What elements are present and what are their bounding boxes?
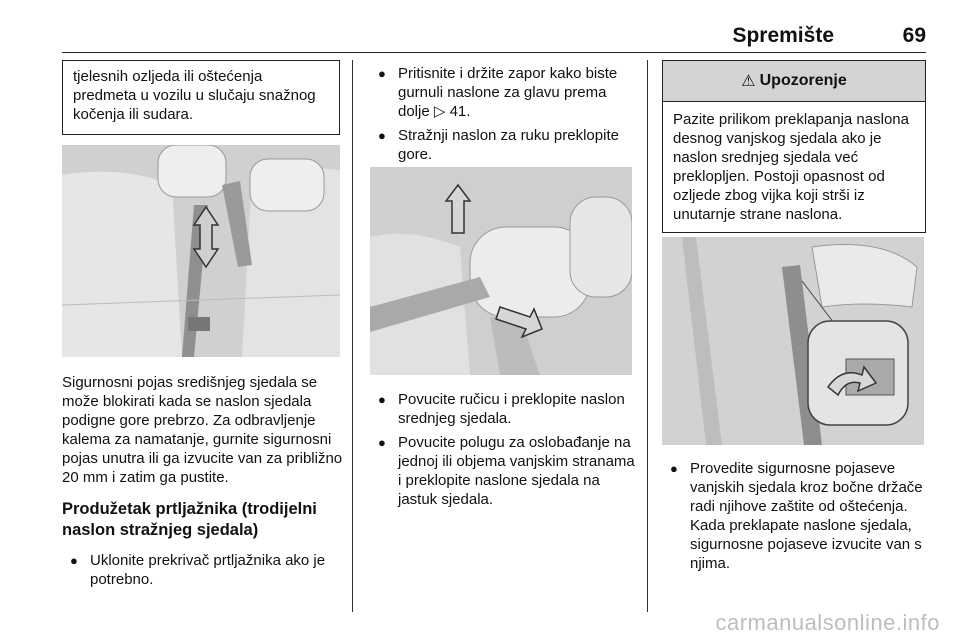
bullet-icon: ● [70,553,78,568]
continued-warning-box [62,60,340,135]
warning-text: Pazite prilikom preklapanja naslona desnog vanjskog sjedala ako je naslon srednjeg sjedala već preklopljen. Postoji opasnost od ozljede zbog vijka koji strši iz unutarnje strane naslona. [673,111,909,223]
belt-guide-image [662,237,924,445]
page-header [62,22,926,53]
continued-warning-text: tjelesnih ozljeda ili oštećenja predmeta u vozilu u slučaju snažnog kočenja ili sudara. [73,68,316,123]
column-middle [370,60,636,164]
section-heading: Produžetak prtljažnika (trodijelni naslon stražnjeg sjedala) [62,500,317,539]
list-item: ● Uklonite prekrivač prtljažnika ako je potrebno. [70,552,326,588]
column-right-text [662,459,924,573]
seat-belt-image [62,145,340,357]
warning-box [662,60,926,233]
watermark: carmanualsonline.info [715,610,940,635]
list-item: ● Povucite ručicu i preklopite naslon srednjeg sjedala. [378,391,625,427]
warning-title: Upozorenje [759,72,847,89]
bullet-icon: ● [378,66,386,81]
page-title: Spremište [732,24,834,47]
bullet-icon: ● [378,435,386,450]
list-item: ● Pritisnite i držite zapor kako biste gurnuli naslone za glavu prema dolje ▷ 41. [378,65,618,120]
bullet-icon: ● [378,392,386,407]
center-belt-illustration [62,145,340,357]
column-left-text [62,373,344,589]
column-left [62,60,340,135]
list-item: ● Stražnji naslon za ruku preklopite gore. [378,127,619,163]
warning-icon: ⚠ [741,73,756,90]
headrest-armrest-illustration [370,167,632,375]
column-divider [352,60,353,612]
center-belt-paragraph: Sigurnosni pojas središnjeg sjedala se može blokirati kada se naslon sjedala podigne gore prebrzo. Za odbravljenje kalema za namatanje, gurnite sigurnosni pojas unutra ili ga izvucite van za približno 20 mm i zatim ga pustite. [62,374,343,486]
belt-guide-illustration [662,237,924,445]
bullet-icon: ● [670,461,678,476]
bullet-icon: ● [378,128,386,143]
column-divider [647,60,648,612]
headrest-image [370,167,632,375]
list-item: ● Provedite sigurnosne pojaseve vanjskih sjedala kroz bočne držače radi njihove zaštite od oštećenja. Kada preklapate naslone sjedala, sigurnosne pojaseve izvucite van s njima. [670,460,923,572]
list-item: ● Povucite polugu za oslobađanje na jednoj ili objema vanjskim stranama i preklopite naslone sjedala na jastuk sjedala. [378,434,635,508]
column-middle-text [370,390,636,509]
page-number: 69 [902,24,926,47]
warning-header [663,61,925,102]
